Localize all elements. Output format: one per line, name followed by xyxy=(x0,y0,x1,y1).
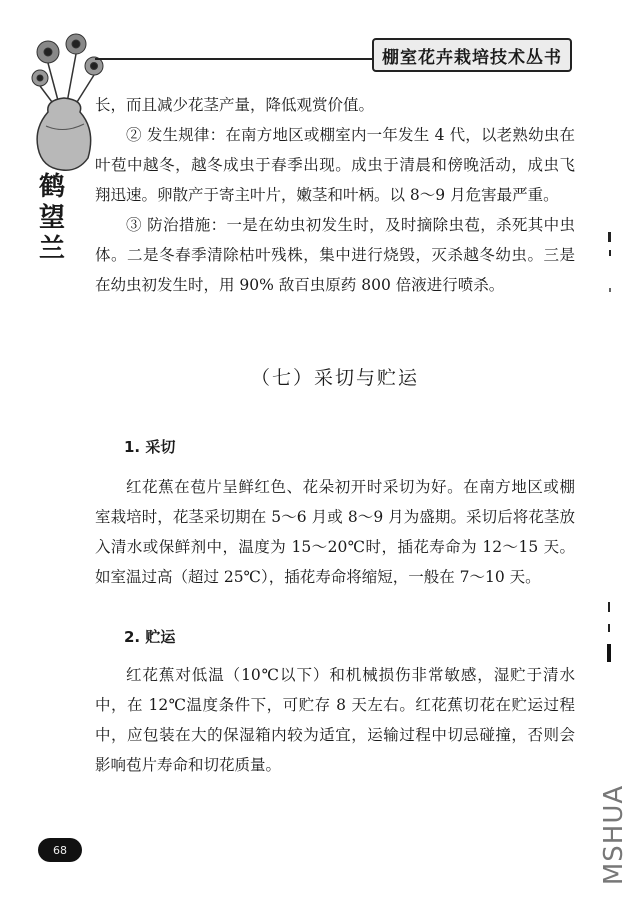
intro-paragraph: 长，而且减少花茎产量，降低观赏价值。 xyxy=(95,96,375,114)
header-rule xyxy=(95,58,375,60)
occurrence-paragraph: ② 发生规律：在南方地区或棚室内一年发生 4 代，以老熟幼虫在叶苞中越冬，越冬成虫于春季出现。成虫于清晨和傍晚活动，成虫飞翔迅速。卵散产于寄主叶片，嫩茎和叶柄。以 8～9 月危害最严重。 xyxy=(95,126,575,204)
watermark xyxy=(594,780,634,890)
subsection-heading-storage: 2. 贮运 xyxy=(124,628,176,646)
harvest-text-block xyxy=(95,472,575,592)
side-title-char: 鹤 xyxy=(38,172,65,202)
section-title: （七）采切与贮运 xyxy=(250,367,419,389)
harvest-paragraph: 红花蕉在苞片呈鲜红色、花朵初开时采切为好。在南方地区或棚室栽培时，花茎采切期在 5～6 月或 8～9 月为盛期。采切后将花茎放入清水或保鲜剂中，温度为 15～20℃时，插花寿命为 12～15 天。如室温过高（超过 25℃），插花寿命将缩短，一般在 7～10 天。 xyxy=(95,478,575,586)
side-title-char: 望 xyxy=(38,203,65,233)
storage-paragraph: 红花蕉对低温（10℃以下）和机械损伤非常敏感，湿贮于清水中，在 12℃温度条件下，可贮存 8 天左右。红花蕉切花在贮运过程中，应包装在大的保湿箱内较为适宜，运输过程中切忌碰撞，否则会影响苞片寿命和切花质量。 xyxy=(95,666,575,774)
subsection-heading-harvest: 1. 采切 xyxy=(124,438,176,456)
scan-mark xyxy=(600,600,620,670)
scan-mark xyxy=(600,230,620,300)
series-title-banner: 棚室花卉栽培技术丛书 xyxy=(372,38,572,72)
side-book-title xyxy=(34,172,70,265)
side-title-char: 兰 xyxy=(38,234,65,264)
control-paragraph: ③ 防治措施：一是在幼虫初发生时，及时摘除虫苞，杀死其中虫体。二是冬春季清除枯叶残株，集中进行烧毁，灭杀越冬幼虫。三是在幼虫初发生时，用 90% 敌百虫原药 800 倍液进行喷杀。 xyxy=(95,216,575,294)
watermark-text: MSHUA xyxy=(599,784,629,886)
pest-text-block xyxy=(95,90,575,300)
storage-text-block xyxy=(95,660,575,780)
page-number-badge: 68 xyxy=(38,838,82,862)
